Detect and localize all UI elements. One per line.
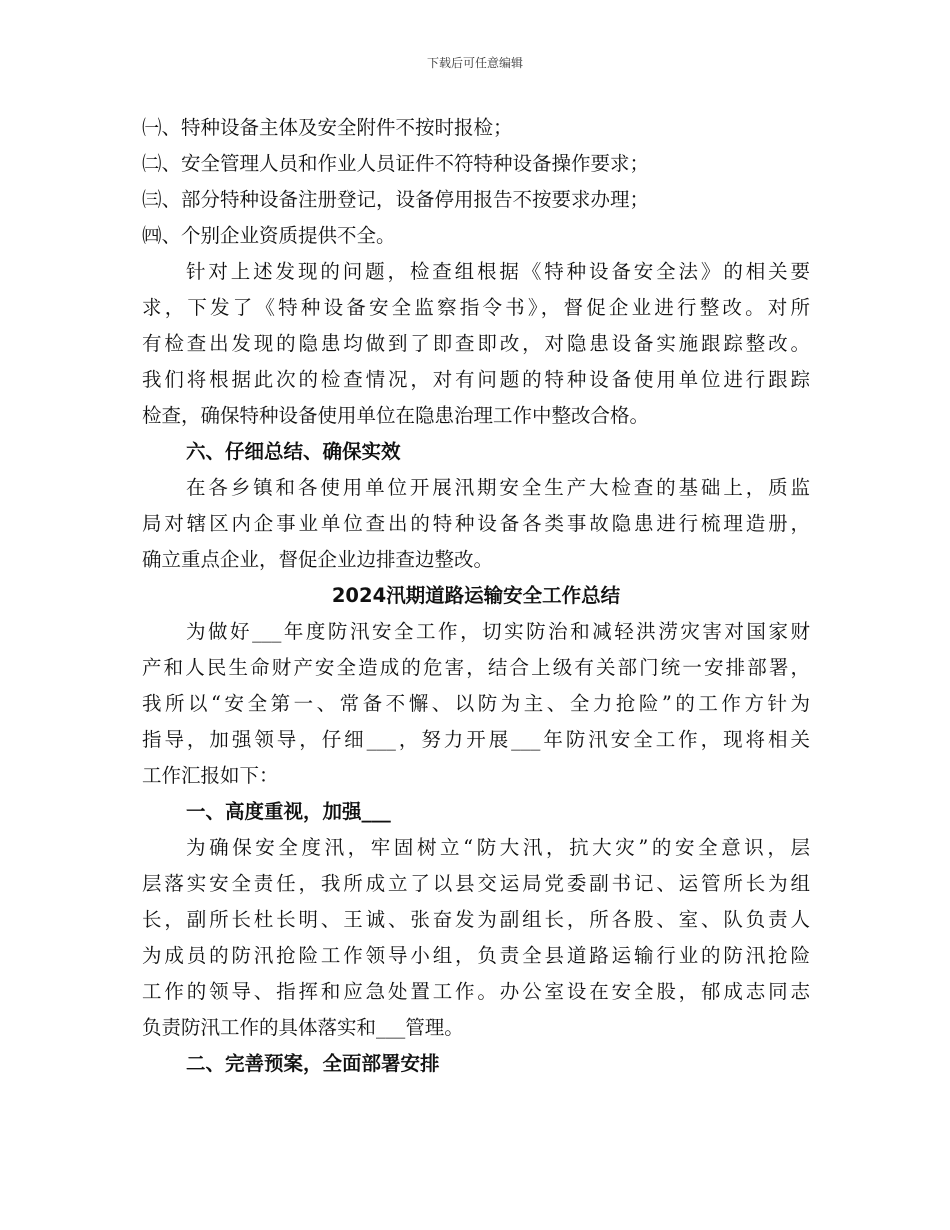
paragraph-line: 工作的领导、指挥和应急处置工作。办公室设在安全股，郁成志同志 [142, 980, 810, 1003]
paragraph-line: 产和人民生命财产安全造成的危害，结合上级有关部门统一安排部署， [142, 656, 810, 679]
list-item: ㈢、部分特种设备注册登记，设备停用报告不按要求办理； [142, 188, 650, 211]
paragraph-line: 为确保安全度汛，牢固树立“防大汛，抗大灾”的安全意识，层 [186, 836, 810, 859]
list-item: ㈠、特种设备主体及安全附件不按时报检； [142, 116, 513, 139]
paragraph-rectification [142, 254, 810, 434]
paragraph-line: 长，副所长杜长明、王诚、张奋发为副组长，所各股、室、队负责人 [142, 908, 810, 931]
paragraph-intro [142, 614, 810, 794]
paragraph-line: 为做好___年度防汛安全工作，切实防治和减轻洪涝灾害对国家财 [186, 620, 810, 643]
document-title: 2024汛期道路运输安全工作总结 [331, 584, 621, 607]
paragraph-line: 检查，确保特种设备使用单位在隐患治理工作中整改合格。 [142, 404, 650, 427]
paragraph-summary [142, 470, 810, 578]
paragraph-organization [142, 830, 810, 1046]
paragraph-line: 我所以“安全第一、常备不懈、以防为主、全力抢险”的工作方针为 [142, 692, 810, 715]
section-heading-1: 一、高度重视，加强___ [186, 800, 391, 823]
paragraph-line: 有检查出发现的隐患均做到了即查即改，对隐患设备实施跟踪整改。 [142, 332, 810, 355]
paragraph-line: 为成员的防汛抢险工作领导小组，负责全县道路运输行业的防汛抢险 [142, 944, 810, 967]
section-heading-6: 六、仔细总结、确保实效 [186, 440, 401, 463]
paragraph-line: 负责防汛工作的具体落实和___管理。 [142, 1016, 464, 1039]
paragraph-line: 我们将根据此次的检查情况，对有问题的特种设备使用单位进行跟踪 [142, 368, 810, 391]
issue-list [142, 110, 810, 254]
paragraph-line: 确立重点企业，督促企业边排查边整改。 [142, 548, 494, 571]
paragraph-line: 局对辖区内企事业单位查出的特种设备各类事故隐患进行梳理造册， [142, 512, 810, 535]
page-header: 下载后可任意编辑 [426, 56, 523, 70]
paragraph-line: 指导，加强领导，仔细___，努力开展___年防汛安全工作，现将相关 [142, 728, 810, 751]
paragraph-line: 层落实安全责任，我所成立了以县交运局党委副书记、运管所长为组 [142, 872, 810, 895]
paragraph-line: 求，下发了《特种设备安全监察指令书》，督促企业进行整改。对所 [142, 296, 810, 319]
paragraph-line: 在各乡镇和各使用单位开展汛期安全生产大检查的基础上，质监 [186, 476, 810, 499]
paragraph-line: 工作汇报如下： [142, 764, 279, 787]
document-body [142, 110, 810, 1082]
paragraph-line: 针对上述发现的问题，检查组根据《特种设备安全法》的相关要 [186, 260, 810, 283]
list-item: ㈣、个别企业资质提供不全。 [142, 224, 396, 247]
list-item: ㈡、安全管理人员和作业人员证件不符特种设备操作要求； [142, 152, 650, 175]
section-heading-2: 二、完善预案，全面部署安排 [186, 1052, 440, 1075]
